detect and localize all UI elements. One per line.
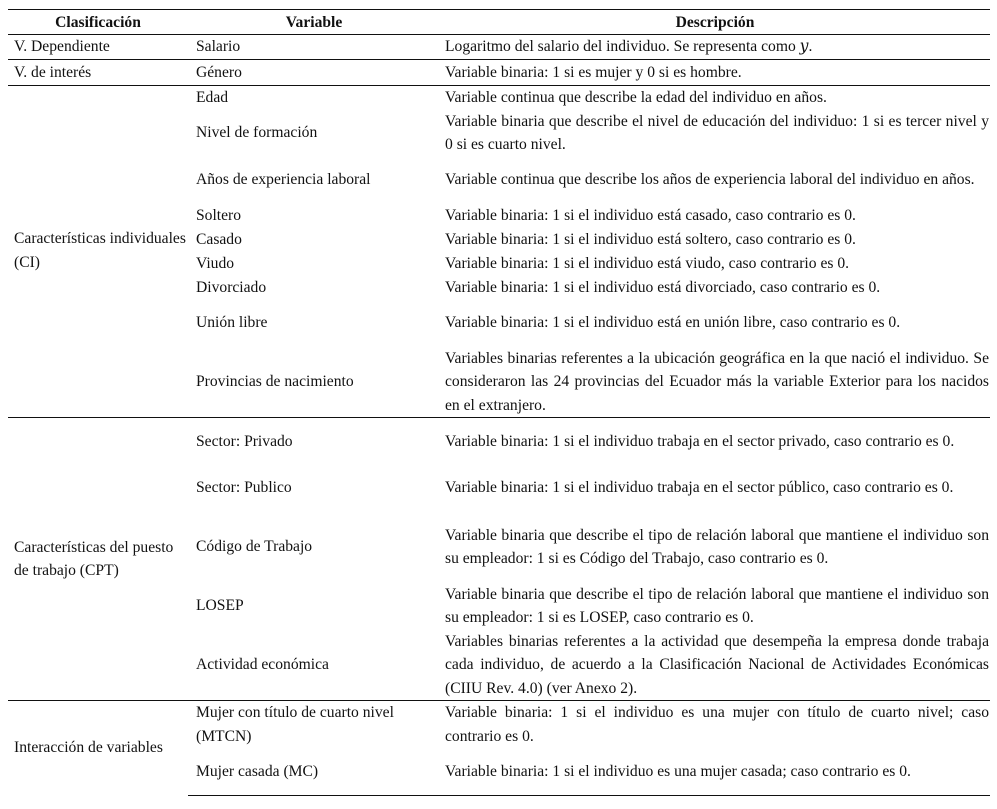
description-cell: Variables binarias referentes a la ubicación geográfica en la que nació el individuo. Se consideraron las 24 provincias del Ecuador más la variable Exterior para los nacidos en el extranjero. — [445, 349, 989, 414]
group-label-cpt: Características del puesto de trabajo (CPT) — [8, 418, 188, 701]
header-clasificacion: Clasificación — [8, 10, 188, 35]
group-label-dependiente: V. Dependiente — [14, 38, 110, 56]
group-label-ci: Características individuales (CI) — [8, 86, 188, 418]
description-cell: Variable binaria: 1 si es mujer y 0 si es hombre. — [440, 60, 990, 86]
description-cell: Variable binaria: 1 si el individuo está en unión libre, caso contrario es 0. — [445, 314, 901, 332]
description-suffix: . — [808, 38, 813, 56]
variable-cell: Unión libre — [196, 314, 268, 332]
description-cell: Variable binaria: 1 si el individuo es una mujer casada; caso contrario es 0. — [440, 748, 990, 795]
variable-cell: Código de Trabajo — [196, 538, 313, 556]
description-cell: Variable binaria: 1 si el individuo está casado, caso contrario es 0. — [445, 206, 856, 224]
variable-cell: Mujer con título de cuarto nivel (MTCN) — [188, 701, 440, 749]
variable-cell: Actividad económica — [196, 656, 329, 673]
variable-cell: Provincias de nacimiento — [196, 373, 354, 390]
variable-cell: Divorciado — [196, 278, 267, 296]
description-cell: Variable binaria que describe el tipo de relación laboral que mantiene el individuo son su empleador: 1 si es Código del Trabajo, caso contrario es 0. — [445, 526, 989, 567]
header-descripcion: Descripción — [440, 10, 990, 35]
description-cell: Variable binaria: 1 si el individuo está soltero, caso contrario es 0. — [445, 230, 856, 248]
description-cell: Variable binaria: 1 si el individuo trabaja en el sector público, caso contrario es 0. — [445, 479, 954, 497]
variable-cell: Nivel de formación — [196, 124, 318, 142]
description-cell — [440, 35, 990, 60]
variable-cell: Años de experiencia laboral — [196, 171, 371, 189]
variable-cell: Casado — [196, 230, 242, 248]
description-cell: Variables binarias referentes a la actividad que desempeña la empresa donde trabaja cada individuo, de acuerdo a la Clasificación Nacional de Actividades Económicas (CIIU Rev. 4.0) (ver Anexo 2). — [445, 632, 989, 697]
table-row — [8, 86, 990, 110]
description-text: Logaritmo del salario del individuo. Se representa como — [445, 38, 800, 56]
group-label-interes: V. de interés — [8, 60, 188, 86]
description-cell: Variable binaria: 1 si el individuo está viudo, caso contrario es 0. — [445, 254, 850, 272]
variable-cell: Mujer casada (MC) — [188, 748, 440, 795]
description-cell: Variable binaria que describe el tipo de relación laboral que mantiene el individuo son su empleador: 1 si es LOSEP, caso contrario es 0. — [445, 585, 989, 626]
table-row — [8, 701, 990, 749]
description-cell: Variable binaria: 1 si el individuo trabaja en el sector privado, caso contrario es 0. — [440, 418, 990, 465]
variable-cell: Sector: Publico — [196, 479, 292, 497]
table-row — [8, 418, 990, 465]
variable-cell: Edad — [188, 86, 440, 110]
variable-cell: Salario — [196, 38, 241, 56]
header-variable: Variable — [188, 10, 440, 35]
variable-cell: LOSEP — [196, 597, 244, 615]
table-row — [8, 35, 990, 60]
description-cell: Variable binaria: 1 si el individuo está divorciado, caso contrario es 0. — [445, 278, 881, 296]
math-symbol-y: y — [799, 37, 809, 56]
description-cell: Variable continua que describe la edad del individuo en años. — [440, 86, 990, 110]
description-cell: Variable continua que describe los años de experiencia laboral del individuo en años. — [445, 171, 975, 189]
variable-cell: Soltero — [196, 206, 242, 224]
description-cell: Variable binaria: 1 si el individuo es una mujer con título de cuarto nivel; caso contrario es 0. — [440, 701, 990, 749]
group-label-interaccion: Interacción de variables — [8, 701, 188, 796]
variable-cell: Sector: Privado — [188, 418, 440, 465]
variables-table — [8, 9, 990, 796]
variable-cell: Viudo — [196, 254, 235, 272]
table-header-row — [8, 10, 990, 35]
table-row — [8, 60, 990, 86]
variable-cell: Género — [188, 60, 440, 86]
description-cell: Variable binaria que describe el nivel de educación del individuo: 1 si es tercer nivel y 0 si es cuarto nivel. — [445, 112, 989, 153]
